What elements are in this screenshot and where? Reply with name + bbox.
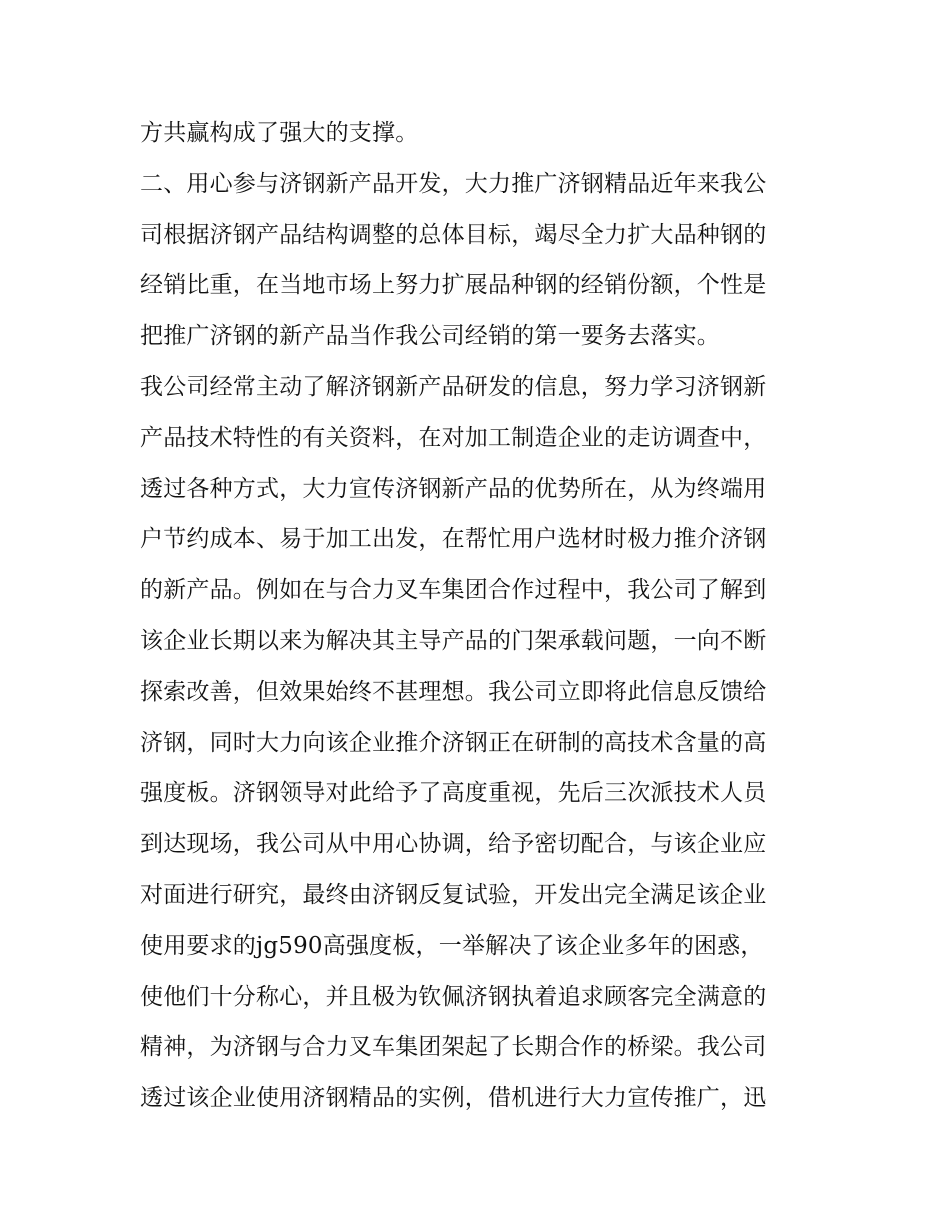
text-line: 户节约成本、易于加工出发，在帮忙用户选材时极力推介济钢 bbox=[140, 526, 767, 553]
text-line: 到达现场，我公司从中用心协调，给予密切配合，与该企业应 bbox=[140, 831, 767, 858]
text-line: 精神，为济钢与合力叉车集团架起了长期合作的桥梁。我公司 bbox=[140, 1034, 767, 1061]
text-line: 对面进行研究，最终由济钢反复试验，开发出完全满足该企业 bbox=[140, 881, 767, 908]
text-line: 产品技术特性的有关资料，在对加工制造企业的走访调查中， bbox=[140, 424, 767, 451]
text-line: 探索改善，但效果始终不甚理想。我公司立即将此信息反馈给 bbox=[140, 678, 767, 705]
text-line: 透过各种方式，大力宣传济钢新产品的优势所在，从为终端用 bbox=[140, 475, 767, 502]
text-line: 济钢，同时大力向该企业推介济钢正在研制的高技术含量的高 bbox=[140, 729, 767, 756]
text-line: 透过该企业使用济钢精品的实例，借机进行大力宣传推广，迅 bbox=[140, 1085, 767, 1112]
text-line: 经销比重，在当地市场上努力扩展品种钢的经销份额，个性是 bbox=[140, 272, 767, 299]
text-line: 司根据济钢产品结构调整的总体目标，竭尽全力扩大品种钢的 bbox=[140, 221, 767, 248]
text-line: 使用要求的jg590高强度板，一举解决了该企业多年的困惑， bbox=[140, 932, 764, 959]
text-line: 使他们十分称心，并且极为钦佩济钢执着追求顾客完全满意的 bbox=[140, 983, 767, 1010]
text-line: 把推广济钢的新产品当作我公司经销的第一要务去落实。 bbox=[140, 323, 720, 350]
text-line: 该企业长期以来为解决其主导产品的门架承载问题，一向不断 bbox=[140, 627, 767, 654]
text-line: 方共赢构成了强大的支撑。 bbox=[140, 120, 419, 146]
text-line: 二、用心参与济钢新产品开发，大力推广济钢精品近年来我公 bbox=[140, 170, 767, 197]
text-line: 强度板。济钢领导对此给予了高度重视，先后三次派技术人员 bbox=[140, 780, 767, 807]
text-line: 的新产品。例如在与合力叉车集团合作过程中，我公司了解到 bbox=[140, 577, 767, 604]
body-text bbox=[140, 108, 820, 1124]
text-line: 我公司经常主动了解济钢新产品研发的信息，努力学习济钢新 bbox=[140, 373, 767, 400]
